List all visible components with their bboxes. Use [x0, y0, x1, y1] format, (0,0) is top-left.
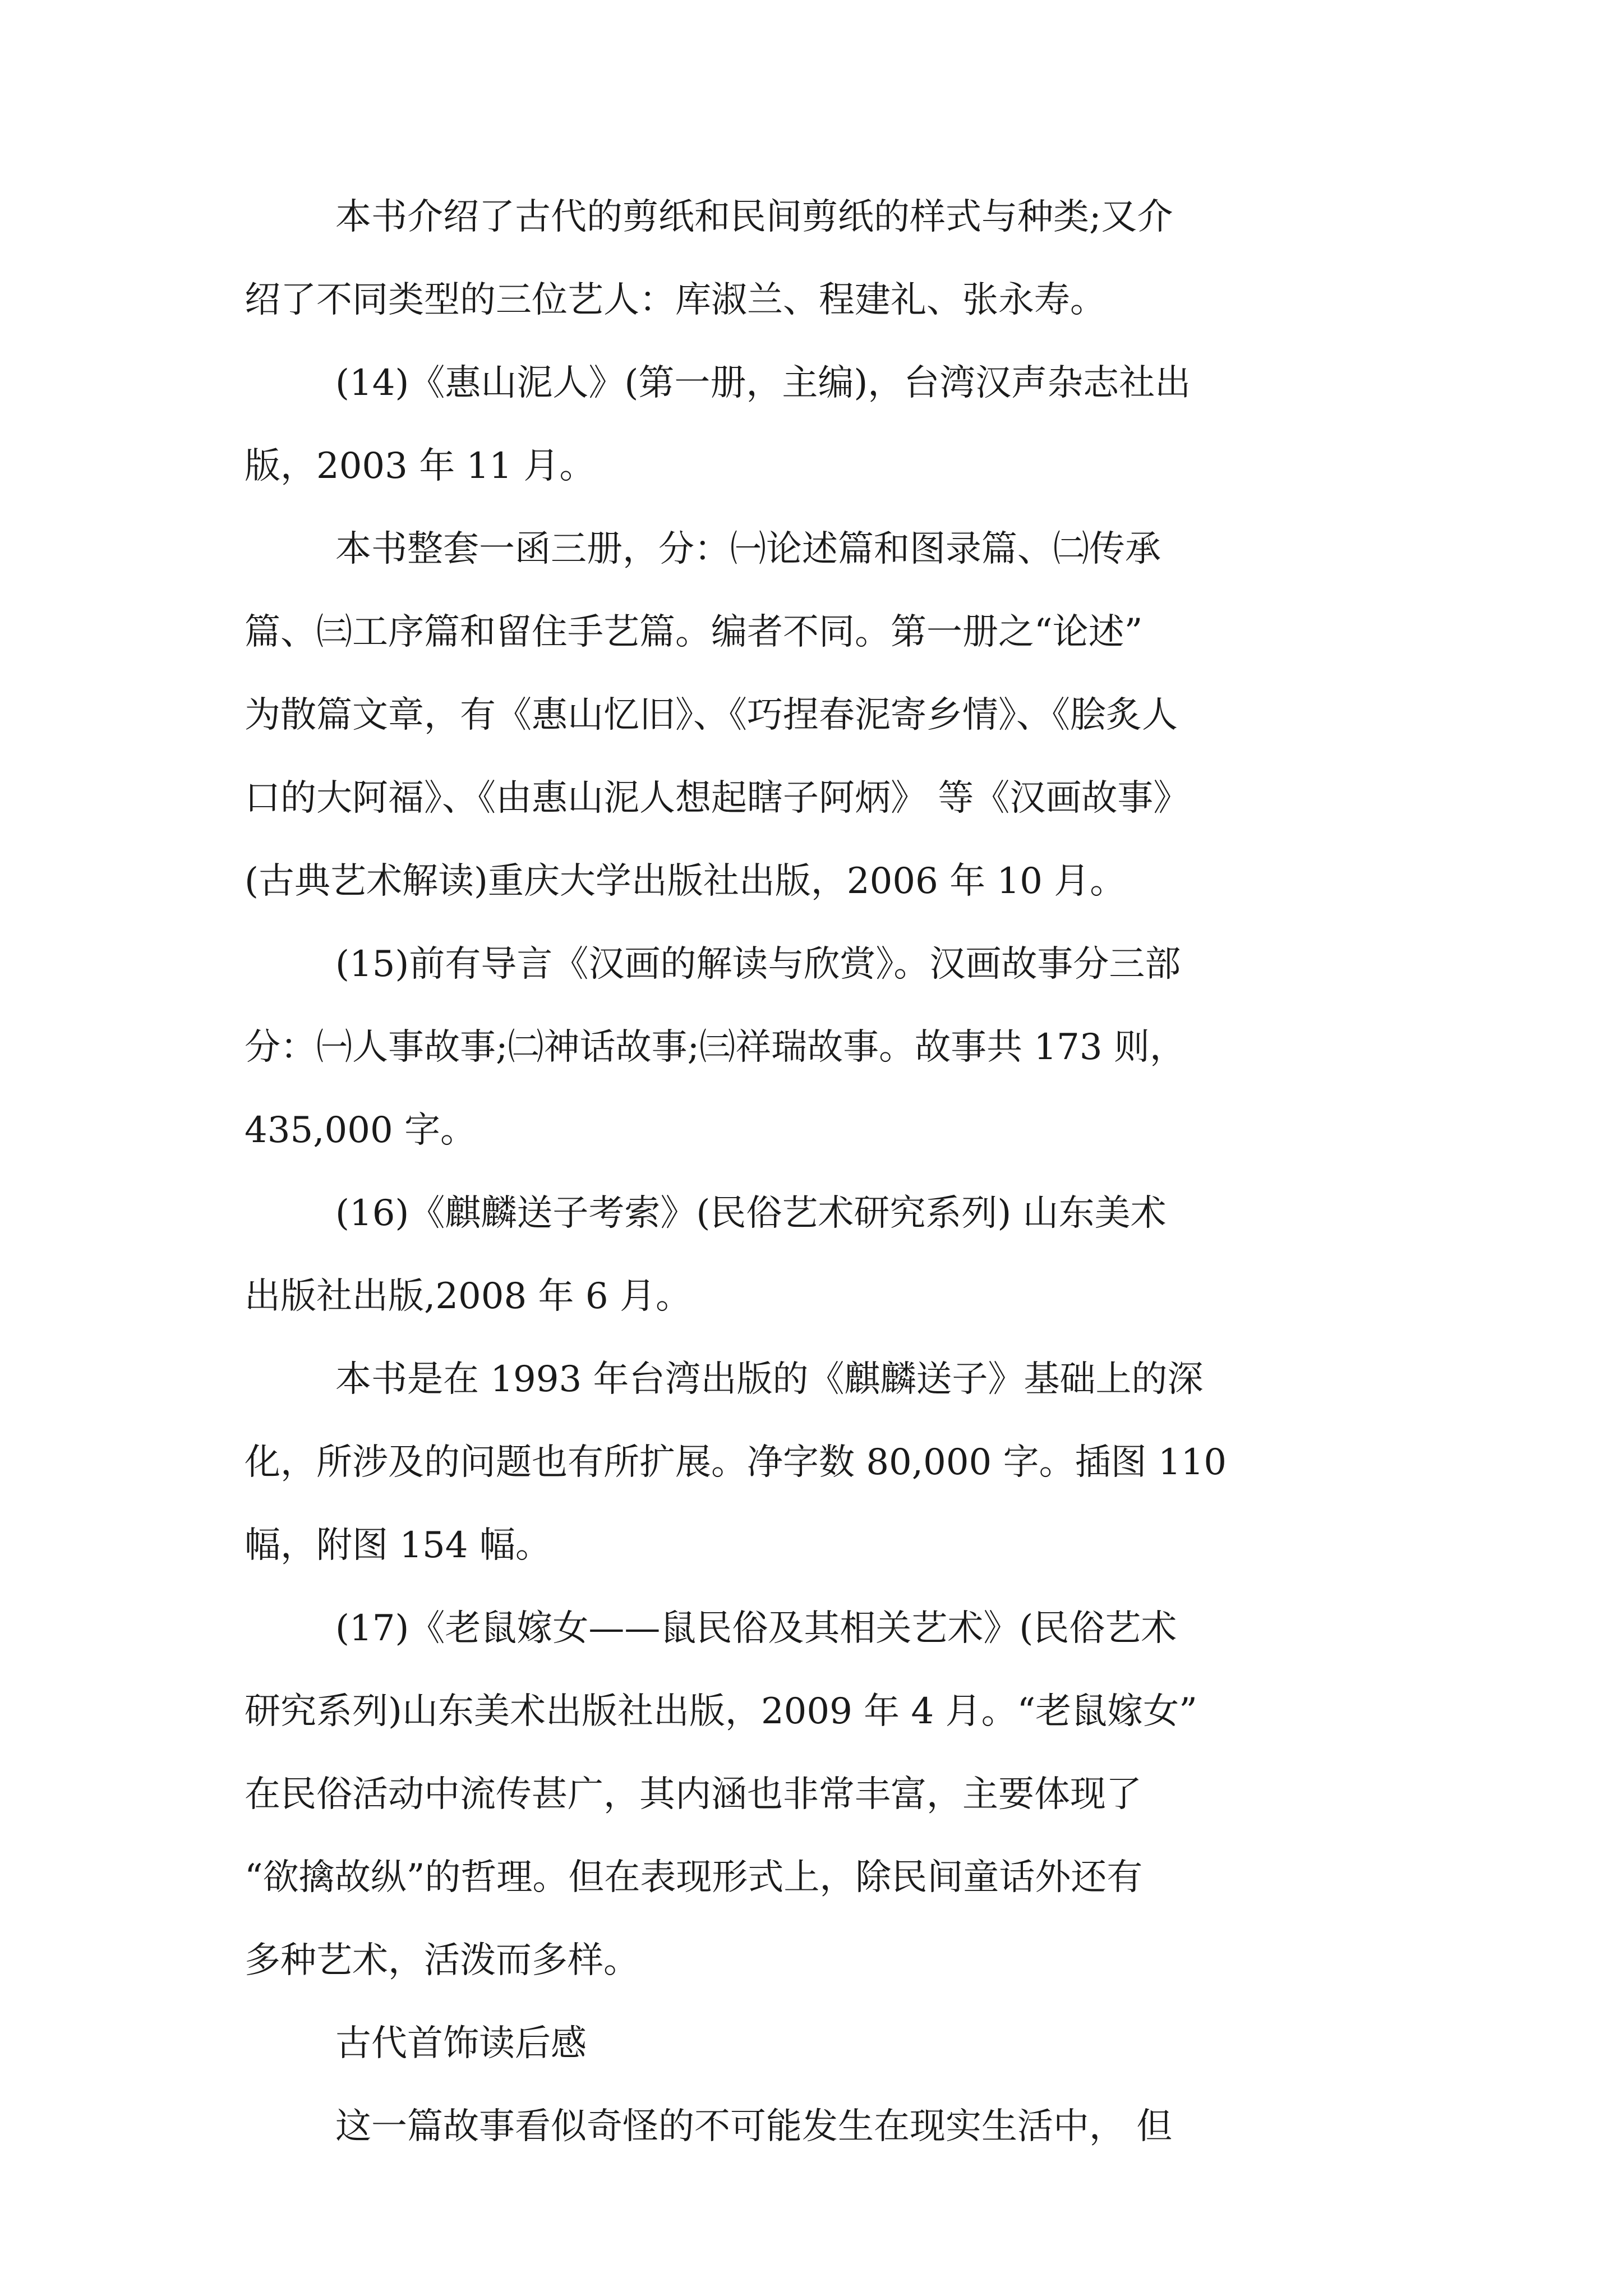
text-line: (14)《惠山泥人》(第一册，主编)，台湾汉声杂志社出: [335, 362, 1191, 404]
text-line: 口的大阿福》、《由惠山泥人想起瞎子阿炳》 等《汉画故事》: [245, 777, 1189, 819]
text-line: (15)前有导言《汉画的解读与欣赏》。汉画故事分三部: [335, 944, 1181, 985]
text-line: (古典艺术解读)重庆大学出版社出版，2006 年 10 月。: [245, 861, 1126, 902]
text-line: 研究系列)山东美术出版社出版，2009 年 4 月。“老鼠嫁女”: [245, 1691, 1198, 1732]
text-line: 篇、㈢工序篇和留住手艺篇。编者不同。第一册之“论述”: [245, 611, 1143, 653]
text-line: 分：㈠人事故事;㈡神话故事;㈢祥瑞故事。故事共 173 则，: [245, 1027, 1186, 1068]
text-line: “欲擒故纵”的哲理。但在表现形式上，除民间童话外还有: [245, 1857, 1143, 1898]
text-line: 这一篇故事看似奇怪的不可能发生在现实生活中， 但: [335, 2106, 1173, 2147]
text-line: 绍了不同类型的三位艺人：库淑兰、程建礼、张永寿。: [245, 279, 1106, 321]
text-line: 化，所涉及的问题也有所扩展。净字数 80,000 字。插图 110: [245, 1442, 1227, 1483]
text-line: 版，2003 年 11 月。: [245, 445, 596, 487]
text-line: 本书整套一函三册，分：㈠论述篇和图录篇、㈡传承: [335, 528, 1161, 570]
text-line: 本书介绍了古代的剪纸和民间剪纸的样式与种类;又介: [335, 196, 1173, 238]
text-line: (17)《老鼠嫁女——鼠民俗及其相关艺术》(民俗艺术: [335, 1608, 1177, 1649]
text-line: 在民俗活动中流传甚广，其内涵也非常丰富，主要体现了: [245, 1774, 1142, 1815]
text-line: 本书是在 1993 年台湾出版的《麒麟送子》基础上的深: [335, 1359, 1204, 1400]
text-line: 多种艺术，活泼而多样。: [245, 1940, 639, 1981]
text-line: 435,000 字。: [245, 1110, 476, 1151]
text-line: 出版社出版,2008 年 6 月。: [245, 1276, 691, 1317]
text-line: 为散篇文章，有《惠山忆旧》、《巧捏春泥寄乡情》、《脍炙人: [245, 694, 1178, 736]
text-line: 幅，附图 154 幅。: [245, 1525, 551, 1566]
text-line: (16)《麒麟送子考索》(民俗艺术研究系列) 山东美术: [335, 1193, 1166, 1234]
text-line: 古代首饰读后感: [335, 2023, 587, 2064]
